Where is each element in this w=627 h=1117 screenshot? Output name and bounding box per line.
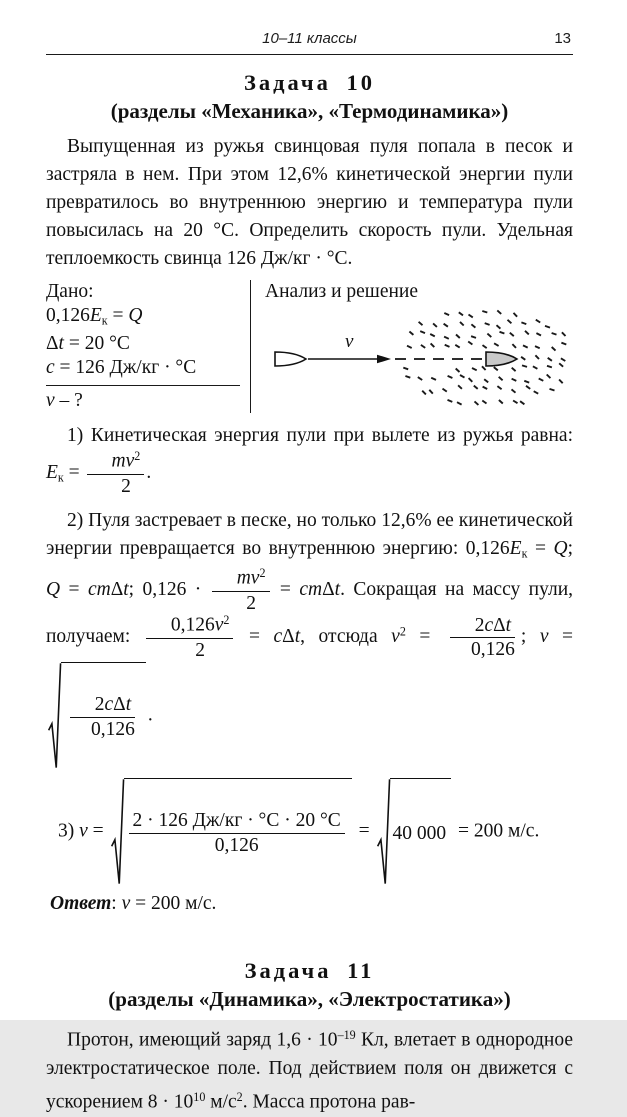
sand-texture	[403, 310, 566, 405]
solution-step-2: 2) Пуля застревает в песке, но только 12,6% ее кинетической энергии превращается во внутреннюю энергию: 0,126Eк = Q; Q = cmΔt; 0,126 · $\frac{mv^2}{2}$ = cmΔt. Сокращая на массу пули, получаем: $\frac{0,126v^2}{2}$ = cΔt, отсюда $v^2$ = $\frac{\text{2cΔt}}{0,126}$ ; v = $\frac{\text{2cΔt}}{0,126}$ .	[46, 507, 573, 770]
task11-title: Задача 11	[244, 958, 375, 984]
task10-subtitle: (разделы «Механика», «Термодинамика»)	[110, 99, 509, 123]
running-head	[46, 30, 573, 51]
given-column	[46, 280, 250, 413]
solution-step-1: 1) Кинетическая энергия пули при вылете из ружья равна: Eк = $\frac{mv^2}{2}$ .	[46, 425, 573, 497]
radical-sign	[111, 778, 124, 886]
find-line: v – ?	[46, 390, 83, 412]
radical-sign	[377, 778, 390, 886]
velocity-label: v	[345, 331, 354, 352]
given-line: c = 126 Дж/кг · °С	[46, 357, 197, 379]
running-title: 10–11 классы	[262, 30, 357, 47]
answer-line: Ответ: v = 200 м/с.	[50, 893, 217, 915]
bullet-icon	[275, 352, 306, 366]
solution-step-3: 3) v = $\frac{2 \cdot 126 Дж/кг \cdot ^\circ С \cdot 20 ^\circ С}{0,126}$ = 40 000 = 200 м/с.	[58, 778, 573, 886]
square-root	[111, 778, 352, 886]
fraction: $\frac{mv^2}{2}$	[87, 450, 145, 497]
fraction: $\frac{0,126v^2}{2}$	[146, 614, 234, 661]
task11-problem-text: Протон, имеющий заряд $1,6 \cdot 10^{-19}$ Кл, влетает в однородное электростатическое поле. Под действием поля он движется с ускорением $8 \cdot 10^{10}$ $м/с^2$. Масса протона рав-	[46, 1028, 573, 1113]
radical-sign	[48, 662, 61, 770]
fraction: $\frac{mv^2}{2}$	[212, 567, 270, 614]
analysis-column	[250, 280, 578, 413]
fraction: $\frac{\text{2cΔt}}{0,126}$	[446, 615, 519, 662]
task11-subtitle: (разделы «Динамика», «Электростатика»)	[108, 987, 511, 1012]
square-root	[48, 662, 146, 770]
given-line: 0,126Eк = Q	[46, 305, 143, 328]
task10-title: Задача 10	[244, 70, 375, 95]
task10-problem-text: Выпущенная из ружья свинцовая пуля попала в песок и застряла в нем. При этом 12,6% кинетической энергии пули превратилось во внутреннюю энергию и температура пули повысилась на 20 °С. Определить скорость пули. Удельная теплоемкость свинца 126 Дж/кг · °С.	[46, 136, 573, 269]
fraction: $\frac{\text{2cΔt}}{0,126}$	[66, 694, 139, 741]
square-root: 40 000	[377, 778, 452, 886]
bullet-in-sand-diagram	[265, 307, 578, 411]
given-block	[46, 280, 573, 413]
fraction: $\frac{2 \cdot 126 Дж/кг \cdot ^\circ С \cdot 20 ^\circ С}{0,126}$	[129, 810, 345, 857]
velocity-arrowhead	[377, 355, 391, 364]
page-number: 13	[554, 30, 571, 47]
embedded-bullet-icon	[486, 352, 517, 366]
header-rule	[46, 54, 573, 55]
given-label: Дано:	[46, 281, 94, 302]
analysis-title: Анализ и решение	[265, 281, 419, 302]
given-divider	[46, 385, 240, 386]
given-line: Δt = 20 °С	[46, 333, 130, 355]
